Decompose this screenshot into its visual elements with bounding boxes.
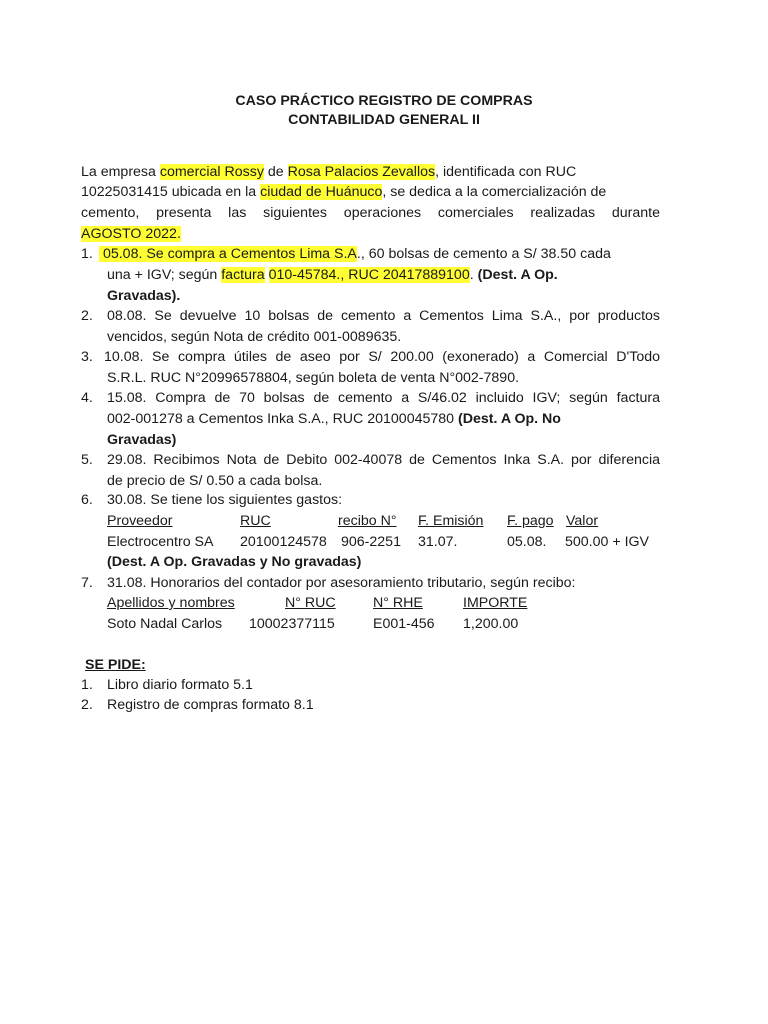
table-cell: 906-2251 <box>341 534 401 550</box>
item1-line-2: una + IGV; según factura 010-45784., RUC 20417889100. (Dest. A Op. <box>107 267 558 283</box>
table-cell: 20100124578 <box>240 534 327 550</box>
table-cell: E001-456 <box>373 616 435 632</box>
list-number: 5. <box>81 452 93 468</box>
item1-line-1: 05.08. Se compra a Cementos Lima S.A., 60 bolsas de cemento a S/ 38.50 cada <box>99 244 611 264</box>
table-header: N° RHE <box>373 595 423 611</box>
table-header: F. Emisión <box>418 513 484 529</box>
table-header: N° RUC <box>285 595 336 611</box>
intro-line-3: cemento, presenta las siguientes operaciones comerciales realizadas durante <box>81 205 660 221</box>
item4-line-3: Gravadas) <box>107 432 177 448</box>
table-header: RUC <box>240 513 271 529</box>
highlight-factura: factura <box>221 267 265 283</box>
list-number: 4. <box>81 390 93 406</box>
doc-title-line2: CONTABILIDAD GENERAL II <box>288 112 480 128</box>
requirement-item: Registro de compras formato 8.1 <box>107 697 314 713</box>
table-cell: 05.08. <box>507 534 547 550</box>
list-number: 7. <box>81 575 93 591</box>
item5-line-2: de precio de S/ 0.50 a cada bolsa. <box>107 473 323 489</box>
table-cell: Electrocentro SA <box>107 534 214 550</box>
highlight-period: AGOSTO 2022. <box>81 226 181 242</box>
highlight-company: comercial Rossy <box>159 164 264 180</box>
table-header: recibo N° <box>338 513 397 529</box>
requirement-item: Libro diario formato 5.1 <box>107 677 253 693</box>
item3-line-1: 10.08. Se compra útiles de aseo por S/ 200.00 (exonerado) a Comercial D'Todo <box>104 349 660 365</box>
table-header: Valor <box>566 513 599 529</box>
item3-line-2: S.R.L. RUC N°20996578804, según boleta de venta N°002-7890. <box>107 370 520 386</box>
list-number: 2. <box>81 308 93 324</box>
table-header: F. pago <box>507 513 554 529</box>
table-cell: 31.07. <box>418 534 458 550</box>
list-number: 6. <box>81 492 93 508</box>
intro-line-4 <box>81 224 181 244</box>
highlight-owner: Rosa Palacios Zevallos <box>287 164 436 180</box>
intro-line-2: 10225031415 ubicada en la ciudad de Huánuco, se dedica a la comercialización de <box>81 184 607 200</box>
list-number: 2. <box>81 697 93 713</box>
item4-line-1: 15.08. Compra de 70 bolsas de cemento a S/46.02 incluido IGV; según factura <box>107 390 660 406</box>
table-header: Proveedor <box>107 513 173 529</box>
doc-title-line1: CASO PRÁCTICO REGISTRO DE COMPRAS <box>235 93 533 109</box>
list-number: 1. <box>81 246 93 262</box>
item1-line-3: Gravadas). <box>107 288 181 304</box>
item2-line-1: 08.08. Se devuelve 10 bolsas de cemento a Cementos Lima S.A., por productos <box>107 308 660 324</box>
requirements-heading: SE PIDE: <box>85 657 146 673</box>
highlight-ruc: 010-45784., RUC 20417889100 <box>268 267 470 283</box>
table-cell: 1,200.00 <box>463 616 519 632</box>
item6-line-1: 30.08. Se tiene los siguientes gastos: <box>107 492 343 508</box>
highlight-purchase: 05.08. Se compra a Cementos Lima S.A <box>102 246 357 262</box>
table-cell: 500.00 + IGV <box>565 534 650 550</box>
item5-line-1: 29.08. Recibimos Nota de Debito 002-40078 de Cementos Inka S.A. por diferencia <box>107 452 660 468</box>
table-header: Apellidos y nombres <box>107 595 235 611</box>
highlight-city: ciudad de Huánuco <box>260 184 383 200</box>
item4-line-2: 002-001278 a Cementos Inka S.A., RUC 20100045780 (Dest. A Op. No <box>107 411 561 427</box>
item7-line-1: 31.08. Honorarios del contador por asesoramiento tributario, según recibo: <box>107 575 576 591</box>
list-number: 3. <box>81 349 93 365</box>
table-cell: 10002377115 <box>249 616 335 632</box>
list-number: 1. <box>81 677 93 693</box>
intro-line-1: La empresa comercial Rossy de Rosa Palacios Zevallos, identificada con RUC <box>81 164 577 180</box>
item6-note: (Dest. A Op. Gravadas y No gravadas) <box>107 554 362 570</box>
table-header: IMPORTE <box>463 595 528 611</box>
table-cell: Soto Nadal Carlos <box>107 616 223 632</box>
item2-line-2: vencidos, según Nota de crédito 001-0089635. <box>107 329 402 345</box>
